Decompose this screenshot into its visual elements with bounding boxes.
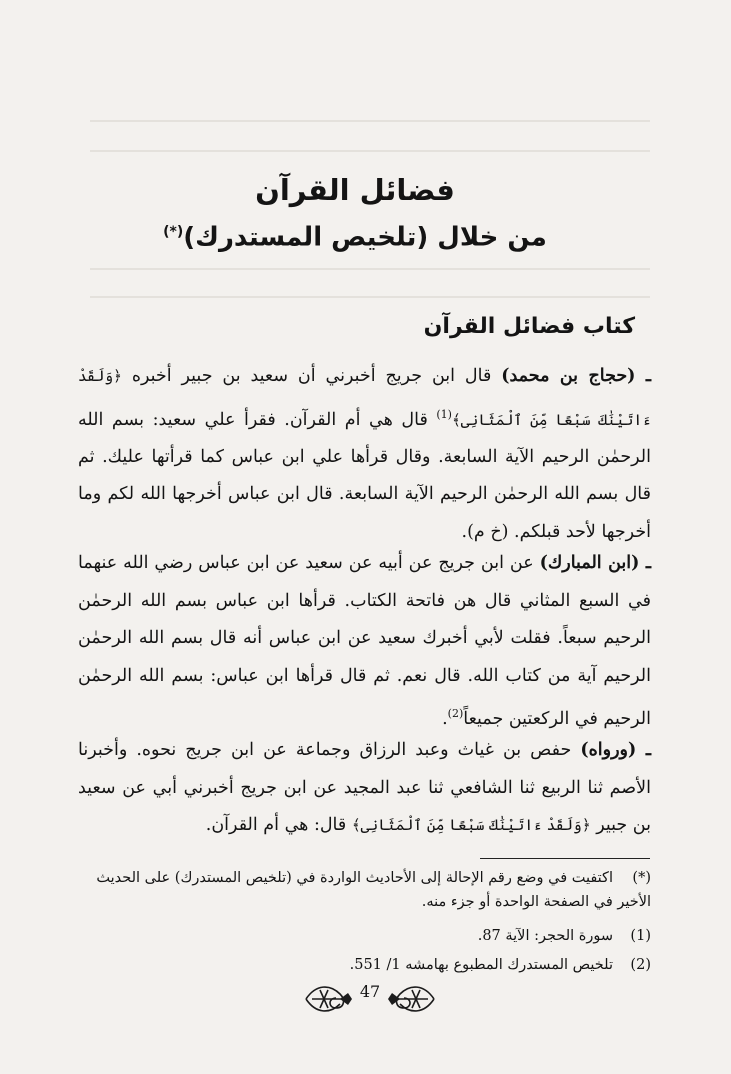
footnote-ref: (1) bbox=[436, 407, 452, 421]
bleed-through-line bbox=[90, 296, 650, 298]
footnote-text: اكتفيت في وضع رقم الإحالة إلى الأحاديث الواردة في (تلخيص المستدرك) على الحديث الأخير في الصفحة الواحدة أو جزء منه. bbox=[96, 870, 651, 910]
quran-verse: ﴿وَلَقَدْ ءَاتَيْنَٰكَ سَبْعًا مِّنَ ٱلْمَثَانِى﴾ bbox=[351, 816, 591, 834]
footnote-text: تلخيص المستدرك المطبوع بهامشه 1/ 551. bbox=[349, 957, 613, 973]
footnote-mark: (*) bbox=[632, 870, 651, 886]
paragraph-text: قال هي أم القرآن. فقرأ علي سعيد: بسم الله الرحمٰن الرحيم الآية السابعة. وقال قرأها علي ابن عباس كما قرأتها عليك. ثم قال بسم الله الرحمٰن الرحيم الآية السابعة. قال ابن عباس أخرجها الله لكم وما أخرجها لأحد قبلكم. (خ م). bbox=[78, 409, 651, 542]
narrator-lead: ـ (حجاج بن محمد) bbox=[501, 366, 651, 386]
subtitle-footnote-mark: (*) bbox=[163, 224, 184, 240]
page-title: فضائل القرآن bbox=[255, 173, 455, 207]
hadith-paragraph-1 bbox=[78, 358, 651, 551]
footnote-ref: (2) bbox=[447, 707, 464, 720]
footnote-1 bbox=[78, 866, 651, 914]
paragraph-text: . bbox=[442, 708, 448, 729]
paragraph-text: حفص بن غياث وعبد الرزاق وجماعة عن ابن جريج نحوه. وأخبرنا الأصم ثنا الربيع ثنا الشافعي ثنا عبد المجيد عن ابن جريج أخبرني أبي عن سعيد بن جبير bbox=[78, 740, 651, 835]
page-subtitle bbox=[60, 210, 650, 260]
footnote-mark: (2) bbox=[630, 957, 651, 973]
footnote-text: سورة الحجر: الآية 87. bbox=[477, 928, 613, 944]
paragraph-text: قال ابن جريج أخبرني أن سعيد بن جبير أخبره bbox=[121, 366, 502, 386]
bleed-through-line bbox=[90, 268, 650, 270]
paragraph-text: قال: هي أم القرآن. bbox=[205, 815, 352, 835]
paragraph-text: عن ابن جريج عن أبيه عن سعيد عن ابن عباس رضي الله عنهما في السبع المثاني قال هن فاتحة الكتاب. قرأها ابن عباس بسم الله الرحمٰن الرحيم سبعاً. فقلت لأبي أخبرك سعيد عن ابن عباس أنه قال بسم الله الرحمٰن الرحيم آية من كتاب الله. قال نعم. ثم قال قرأها ابن عباس: بسم الله الرحمٰن الرحيم في الركعتين جميعاً bbox=[78, 553, 651, 729]
bleed-through-line bbox=[90, 120, 650, 122]
hadith-paragraph-3 bbox=[78, 732, 651, 845]
footnote-separator bbox=[480, 858, 650, 859]
page-number: 47 bbox=[352, 982, 388, 1001]
narrator-lead: ـ (ابن المبارك) bbox=[539, 553, 651, 573]
bleed-through-line bbox=[90, 150, 650, 152]
subtitle-text: من خلال (تلخيص المستدرك) bbox=[183, 222, 547, 253]
footnote-mark: (1) bbox=[630, 928, 651, 944]
narrator-lead: ـ (ورواه) bbox=[580, 740, 651, 760]
footnote-3 bbox=[78, 953, 651, 977]
hadith-paragraph-2 bbox=[78, 545, 651, 738]
footnote-2 bbox=[78, 924, 651, 948]
chapter-heading: كتاب فضائل القرآن bbox=[423, 314, 635, 339]
quran-verse: ﴿وَلَقَدْ ءَاتَيْنَٰكَ سَبْعًا مِّنَ ٱلْمَثَانِى﴾ bbox=[78, 367, 651, 429]
